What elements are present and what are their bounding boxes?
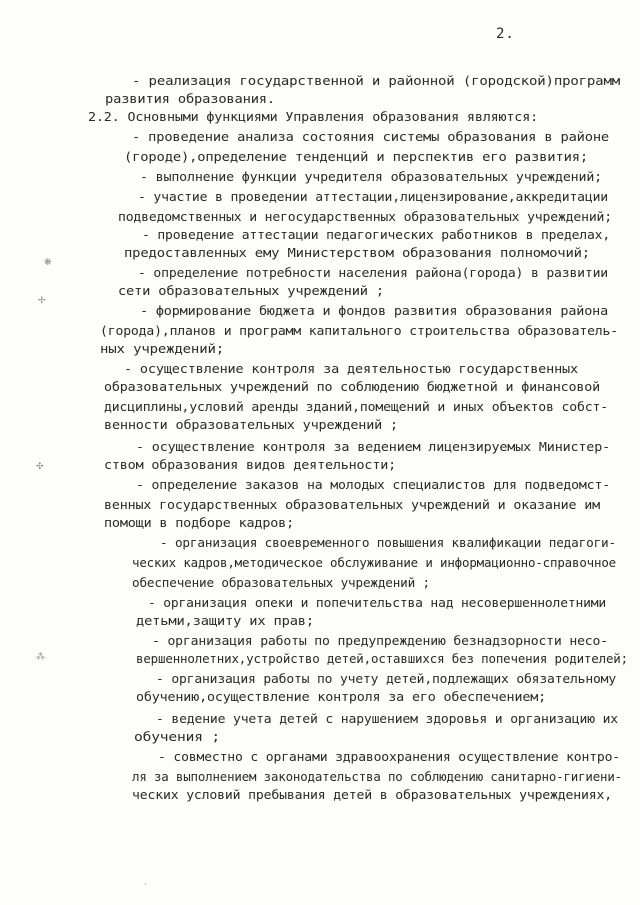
text-line: - осуществление контроля за ведением лицензируемых Министер- bbox=[136, 439, 610, 454]
text-line: - участие в проведении аттестации,лицензирование,аккредитации bbox=[138, 189, 608, 204]
text-line: (городе),определение тенденций и перспектив его развития; bbox=[124, 149, 588, 164]
text-line: венных государственных образовательных учреждений и оказание им bbox=[104, 497, 600, 512]
text-line: - проведение аттестации педагогических работников в пределах, bbox=[142, 227, 610, 242]
page-number: 2. bbox=[496, 26, 515, 42]
text-line: вершеннолетних,устройство детей,оставшихся без попечения родителей; bbox=[136, 651, 628, 666]
text-line: сети образовательных учреждений ; bbox=[118, 283, 384, 298]
text-line: обучению,осуществление контроля за его обеспечением; bbox=[136, 689, 546, 704]
text-line: ческих условий пребывания детей в образовательных учреждениях, bbox=[132, 787, 612, 802]
text-line: - проведение анализа состояния системы образования в районе bbox=[132, 129, 609, 144]
scan-speck: · bbox=[144, 880, 147, 890]
text-line: помощи в подборе кадров; bbox=[104, 515, 294, 530]
text-line: ля за выполнением законодательства по соблюдению санитарно-гигиени- bbox=[132, 769, 622, 784]
text-line: дисциплины,условий аренды зданий,помещений и иных объектов собст- bbox=[104, 399, 608, 414]
text-line: ных учреждений; bbox=[100, 341, 224, 356]
text-line: развития образования. bbox=[105, 91, 275, 106]
text-line: - определение потребности населения района(города) в развитии bbox=[138, 265, 608, 280]
scan-speck: ✣ bbox=[36, 462, 44, 472]
text-line: - организация работы по учету детей,подлежащих обязательному bbox=[156, 671, 616, 686]
text-line: - организация опеки и попечительства над несовершеннолетними bbox=[148, 595, 606, 610]
text-line: - ведение учета детей с нарушением здоровья и организацию их bbox=[156, 711, 618, 726]
text-line: - определение заказов на молодых специалистов для подведомст- bbox=[136, 477, 610, 492]
text-line: образовательных учреждений по соблюдению бюджетной и финансовой bbox=[104, 379, 600, 394]
scan-speck: ❋ bbox=[44, 258, 52, 268]
text-line: - выполнение функции учредителя образовательных учреждений; bbox=[140, 169, 602, 184]
text-line: - организация своевременного повышения квалификации педагоги- bbox=[160, 535, 616, 550]
scan-speck: ✢ bbox=[38, 296, 46, 306]
text-line: - реализация государственной и районной (городской)программ bbox=[132, 73, 620, 88]
text-line: - совместно с органами здравоохранения осуществление контро- bbox=[158, 749, 620, 764]
text-line: (города),планов и программ капитального строительства образователь- bbox=[100, 323, 618, 338]
text-line: ством образования видов деятельности; bbox=[104, 457, 396, 472]
text-line: обеспечение образовательных учреждений ; bbox=[132, 575, 430, 590]
text-line: предоставленных ему Министерством образования полномочий; bbox=[124, 245, 590, 260]
text-line: - организация работы по предупреждению безнадзорности несо- bbox=[152, 633, 608, 648]
text-line: венности образовательных учреждений ; bbox=[104, 417, 398, 432]
text-line: 2.2. Основными функциями Управления образования являются: bbox=[88, 109, 538, 124]
text-line: детьми,защиту их прав; bbox=[136, 613, 314, 628]
text-line: подведомственных и негосударственных образовательных учреждений; bbox=[118, 209, 612, 224]
scan-speck: ⁂ bbox=[36, 652, 45, 662]
text-line: - формирование бюджета и фондов развития образования района bbox=[140, 303, 608, 318]
text-line: ческих кадров,методическое обслуживание и информационно-справочное bbox=[132, 555, 616, 570]
text-line: обучения ; bbox=[134, 729, 220, 744]
text-line: - осуществление контроля за деятельностью государственных bbox=[124, 361, 578, 376]
